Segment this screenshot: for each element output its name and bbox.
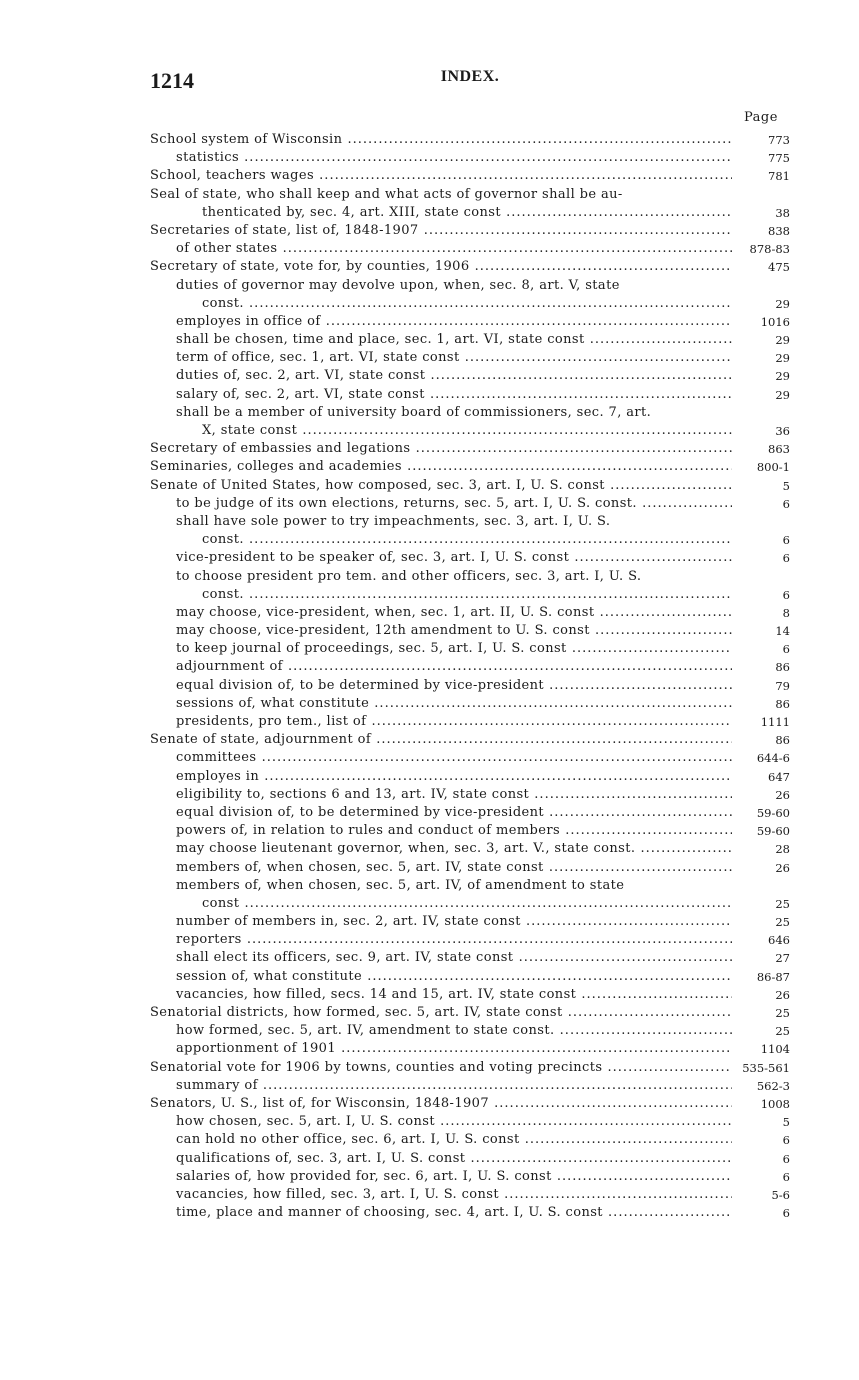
entry-text: Senatorial districts, how formed, sec. 5, art. IV, state const ..... <box>150 1004 732 1022</box>
entry-page-reference: 535-561 <box>742 1060 790 1075</box>
entry-text: salaries of, how provided for, sec. 6, art. I, U. S. const ..... <box>176 1168 732 1186</box>
index-entry <box>150 422 790 440</box>
index-entry <box>150 458 790 476</box>
entry-text: thenticated by, sec. 4, art. XIII, state const ..... <box>202 204 732 222</box>
index-entry <box>150 131 790 149</box>
entry-page-reference: 773 <box>768 133 790 147</box>
index-entry <box>150 1113 790 1131</box>
entry-page-reference: 6 <box>782 533 790 548</box>
entry-page-reference: 1016 <box>760 314 790 329</box>
entry-page-reference: 86-87 <box>756 969 790 984</box>
index-entry <box>150 404 790 422</box>
page-header <box>150 68 790 98</box>
index-entry <box>150 859 790 877</box>
entry-text: vacancies, how filled, secs. 14 and 15, art. IV, state const ..... <box>176 986 732 1004</box>
index-entry <box>150 658 790 676</box>
entry-page-reference: 59-60 <box>756 824 790 839</box>
index-entry <box>150 1131 790 1149</box>
index-entry <box>150 495 790 513</box>
index-entry <box>150 695 790 713</box>
index-entry <box>150 713 790 731</box>
entry-text: Secretary of embassies and legations ..... <box>150 440 732 458</box>
index-entry <box>150 258 790 276</box>
index-entry <box>150 622 790 640</box>
entry-page-reference: 25 <box>775 1006 790 1020</box>
index-entry <box>150 568 790 586</box>
entry-page-reference: 29 <box>775 333 790 348</box>
entry-text: statistics ..... <box>176 149 732 167</box>
entry-page-reference: 1104 <box>760 1042 790 1057</box>
page-title: INDEX. <box>440 68 500 85</box>
index-entry <box>150 895 790 913</box>
entry-page-reference: 6 <box>782 1169 790 1184</box>
index-entry <box>150 731 790 749</box>
entry-page-reference: 25 <box>775 1024 790 1039</box>
index-entry <box>150 167 790 185</box>
index-entry <box>150 222 790 240</box>
entry-text: School, teachers wages ..... <box>150 167 732 185</box>
index-entry <box>150 1059 790 1077</box>
entry-text: Senatorial vote for 1906 by towns, counties and voting precincts ..... <box>150 1059 732 1077</box>
entry-page-reference: 28 <box>775 842 790 857</box>
index-entry <box>150 986 790 1004</box>
entry-text: summary of ..... <box>176 1077 732 1095</box>
page-number: 1214 <box>150 68 194 93</box>
entry-text: Senators, U. S., list of, for Wisconsin, 1848-1907 ..... <box>150 1095 732 1113</box>
entry-page-reference: 59-60 <box>756 805 790 820</box>
entry-page-reference: 6 <box>782 642 790 657</box>
entry-page-reference: 644-6 <box>756 751 790 766</box>
index-entry <box>150 277 790 295</box>
entry-text: const. ..... <box>202 295 732 313</box>
entry-page-reference: 86 <box>775 660 790 675</box>
index-entry <box>150 1204 790 1222</box>
entry-page-reference: 86 <box>775 696 790 711</box>
entry-text: how chosen, sec. 5, art. I, U. S. const ..... <box>176 1113 732 1131</box>
entry-page-reference: 27 <box>775 951 790 966</box>
index-entry <box>150 204 790 222</box>
index-entry <box>150 949 790 967</box>
entry-page-reference: 6 <box>782 1206 790 1221</box>
entry-page-reference: 5-6 <box>771 1187 790 1202</box>
index-entry <box>150 913 790 931</box>
entry-text: committees ..... <box>176 749 732 767</box>
entry-text: Secretaries of state, list of, 1848-1907 ..... <box>150 222 732 240</box>
entry-page-reference: 5 <box>782 1115 790 1130</box>
index-entry <box>150 604 790 622</box>
index-entry <box>150 968 790 986</box>
entry-text: employes in ..... <box>176 768 732 786</box>
index-entry <box>150 1150 790 1168</box>
entry-page-reference: 475 <box>768 260 790 275</box>
index-entry <box>150 804 790 822</box>
entry-text: sessions of, what constitute ..... <box>176 695 732 713</box>
entry-page-reference: 25 <box>775 896 790 911</box>
entry-text: Seal of state, who shall keep and what acts of governor shall be au- <box>150 186 623 202</box>
entry-text: vice-president to be speaker of, sec. 3, art. I, U. S. const ..... <box>176 549 732 567</box>
entry-text: School system of Wisconsin ..... <box>150 131 732 149</box>
entry-text: Senate of United States, how composed, sec. 3, art. I, U. S. const ..... <box>150 477 732 495</box>
index-entry <box>150 331 790 349</box>
index-entries <box>150 131 790 1222</box>
entry-page-reference: 6 <box>782 551 790 566</box>
entry-page-reference: 38 <box>775 205 790 220</box>
index-entry <box>150 477 790 495</box>
index-entry <box>150 440 790 458</box>
index-entry <box>150 1168 790 1186</box>
index-entry <box>150 1077 790 1095</box>
entry-page-reference: 26 <box>775 860 790 875</box>
index-entry <box>150 367 790 385</box>
entry-page-reference: 86 <box>775 733 790 748</box>
entry-text: const. ..... <box>202 586 732 604</box>
index-entry <box>150 186 790 204</box>
entry-text: how formed, sec. 5, art. IV, amendment to state const. ..... <box>176 1022 732 1040</box>
entry-text: employes in office of ..... <box>176 313 732 331</box>
index-entry <box>150 840 790 858</box>
entry-text: duties of, sec. 2, art. VI, state const ..... <box>176 367 732 385</box>
index-entry <box>150 822 790 840</box>
entry-page-reference: 25 <box>775 915 790 930</box>
entry-text: may choose, vice-president, when, sec. 1, art. II, U. S. const ..... <box>176 604 732 622</box>
entry-text: const ..... <box>202 895 732 913</box>
entry-page-reference: 79 <box>775 678 790 693</box>
entry-text: Secretary of state, vote for, by counties, 1906 ..... <box>150 258 732 276</box>
entry-text: shall be a member of university board of commissioners, sec. 7, art. <box>176 404 652 420</box>
entry-text: Senate of state, adjournment of ..... <box>150 731 732 749</box>
entry-text: salary of, sec. 2, art. VI, state const ..... <box>176 386 732 404</box>
index-entry <box>150 1040 790 1058</box>
index-entry <box>150 313 790 331</box>
index-entry <box>150 386 790 404</box>
index-entry <box>150 768 790 786</box>
entry-page-reference: 6 <box>782 496 790 511</box>
index-entry <box>150 1186 790 1204</box>
entry-page-reference: 863 <box>768 442 790 457</box>
entry-text: to choose president pro tem. and other officers, sec. 3, art. I, U. S. <box>176 568 642 584</box>
entry-text: adjournment of ..... <box>176 658 732 676</box>
entry-page-reference: 36 <box>775 424 790 438</box>
page-column-label: Page <box>744 110 778 125</box>
entry-text: shall be chosen, time and place, sec. 1, art. VI, state const ..... <box>176 331 732 349</box>
entry-page-reference: 26 <box>775 787 790 802</box>
entry-text: eligibility to, sections 6 and 13, art. IV, state const ..... <box>176 786 732 804</box>
index-entry <box>150 586 790 604</box>
entry-page-reference: 1111 <box>760 715 790 729</box>
index-entry <box>150 531 790 549</box>
entry-page-reference: 14 <box>775 624 790 639</box>
entry-page-reference: 29 <box>775 387 790 402</box>
entry-text: may choose lieutenant governor, when, sec. 3, art. V., state const. ..... <box>176 840 732 858</box>
index-entry <box>150 677 790 695</box>
entry-text: may choose, vice-president, 12th amendment to U. S. const ..... <box>176 622 732 640</box>
entry-page-reference: 5 <box>782 478 790 493</box>
entry-text: time, place and manner of choosing, sec. 4, art. I, U. S. const ..... <box>176 1204 732 1222</box>
entry-page-reference: 6 <box>782 587 790 602</box>
entry-page-reference: 29 <box>775 296 790 311</box>
index-entry <box>150 877 790 895</box>
index-entry <box>150 295 790 313</box>
entry-page-reference: 781 <box>768 169 790 184</box>
entry-text: shall have sole power to try impeachments, sec. 3, art. I, U. S. <box>176 513 611 529</box>
entry-page-reference: 800-1 <box>756 460 790 475</box>
entry-page-reference: 6 <box>782 1133 790 1148</box>
entry-text: X, state const ..... <box>202 422 732 440</box>
entry-page-reference: 29 <box>775 351 790 366</box>
entry-text: presidents, pro tem., list of ..... <box>176 713 732 731</box>
entry-text: of other states ..... <box>176 240 732 258</box>
entry-text: duties of governor may devolve upon, when, sec. 8, art. V, state <box>176 277 620 293</box>
entry-text: qualifications of, sec. 3, art. I, U. S. const ..... <box>176 1150 732 1168</box>
index-entry <box>150 786 790 804</box>
entry-page-reference: 1008 <box>760 1096 790 1111</box>
entry-text: vacancies, how filled, sec. 3, art. I, U. S. const ..... <box>176 1186 732 1204</box>
entry-text: const. ..... <box>202 531 732 549</box>
index-entry <box>150 513 790 531</box>
index-entry <box>150 240 790 258</box>
entry-page-reference: 29 <box>775 369 790 384</box>
entry-text: number of members in, sec. 2, art. IV, state const ..... <box>176 913 732 931</box>
entry-text: reporters ..... <box>176 931 732 949</box>
entry-page-reference: 562-3 <box>756 1078 790 1093</box>
entry-text: members of, when chosen, sec. 5, art. IV, state const ..... <box>176 859 732 877</box>
entry-text: shall elect its officers, sec. 9, art. IV, state const ..... <box>176 949 732 967</box>
entry-text: to be judge of its own elections, returns, sec. 5, art. I, U. S. const. ..... <box>176 495 732 513</box>
index-entry <box>150 1004 790 1022</box>
entry-text: equal division of, to be determined by vice-president ..... <box>176 677 732 695</box>
entry-text: Seminaries, colleges and academies ..... <box>150 458 732 476</box>
entry-page-reference: 878-83 <box>749 242 790 257</box>
index-entry <box>150 640 790 658</box>
index-entry <box>150 749 790 767</box>
entry-page-reference: 838 <box>768 223 790 238</box>
entry-page-reference: 647 <box>768 769 790 784</box>
entry-text: apportionment of 1901 ..... <box>176 1040 732 1058</box>
entry-text: members of, when chosen, sec. 5, art. IV, of amendment to state <box>176 877 625 893</box>
entry-page-reference: 775 <box>768 151 790 166</box>
entry-text: to keep journal of proceedings, sec. 5, art. I, U. S. const ..... <box>176 640 732 658</box>
entry-text: session of, what constitute ..... <box>176 968 732 986</box>
index-entry <box>150 1095 790 1113</box>
entry-page-reference: 8 <box>782 605 790 620</box>
entry-text: equal division of, to be determined by vice-president ..... <box>176 804 732 822</box>
entry-text: term of office, sec. 1, art. VI, state const ..... <box>176 349 732 367</box>
index-entry <box>150 1022 790 1040</box>
entry-text: can hold no other office, sec. 6, art. I, U. S. const ..... <box>176 1131 732 1149</box>
index-entry <box>150 349 790 367</box>
index-entry <box>150 549 790 567</box>
entry-page-reference: 646 <box>768 933 790 948</box>
entry-page-reference: 26 <box>775 987 790 1002</box>
entry-page-reference: 6 <box>782 1151 790 1166</box>
entry-text: powers of, in relation to rules and conduct of members ..... <box>176 822 732 840</box>
index-entry <box>150 149 790 167</box>
index-entry <box>150 931 790 949</box>
